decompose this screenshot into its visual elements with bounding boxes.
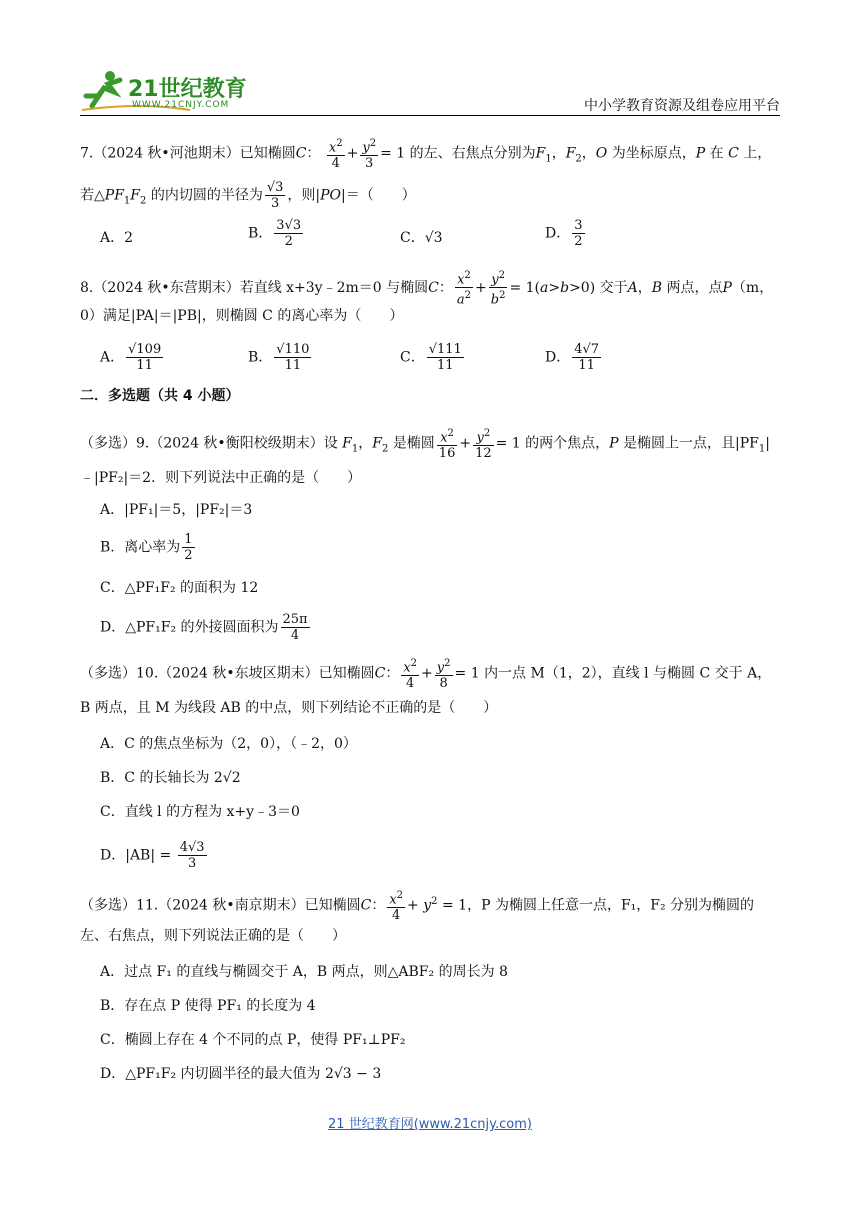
q10-stem-a: （多选）10.（2024 秋•东坡区期末）已知椭圆 — [80, 665, 375, 682]
q11-line2: 左、右焦点，则下列说法正确的是（ ） — [80, 928, 346, 944]
q9-option-d[interactable] — [100, 612, 312, 643]
q7-stem-e: 在 — [709, 145, 724, 162]
q8-stem-b: 交于 — [599, 279, 628, 296]
q7-stem-h: 的内切圆的半径为 — [150, 187, 263, 204]
q7-option-d[interactable]: D． $\frac{3}{2}$ — [545, 218, 583, 249]
q10-stem-b: 内一点 M（1，2），直线 l 与椭圆 C 交于 A， — [484, 665, 772, 682]
q8-option-b-den: 11 — [284, 358, 302, 373]
q7-frac-x: $\frac{x^2}{4}$ — [328, 138, 343, 172]
section-heading: 二．多选题（共 4 小题） — [80, 388, 240, 404]
q7-option-c[interactable]: C．√3 — [400, 230, 443, 246]
q7-stem-a: 7.（2024 秋•河池期末）已知椭圆 — [80, 145, 296, 162]
site-logo — [80, 66, 250, 114]
q8-option-d-den: 11 — [578, 358, 595, 373]
q8-option-a[interactable] — [100, 342, 165, 373]
q11-stem-b: ，P 为椭圆上任意一点，F₁，F₂ 分别为椭圆的 — [467, 897, 755, 914]
q9-stem-d: 是椭圆上一点，且|PF — [623, 435, 759, 452]
q8-option-c[interactable] — [400, 342, 466, 373]
q8-option-b[interactable] — [248, 342, 313, 373]
q7-stem-g: 若△ — [80, 187, 105, 204]
q10-option-a[interactable]: A．C 的焦点坐标为（2，0），（﹣2，0） — [100, 736, 357, 752]
q8-line1: 8.（2024 秋•东营期末）若直线 x+3y﹣2m＝0 与椭圆C： $\frac{x^2}{a^2}$ + $\frac{y^2}{b^2}$ = 1(a>b>0) 交于A，B 两点，点P（m， — [80, 270, 774, 308]
q11-stem-a: （多选）11.（2024 秋•南京期末）已知椭圆 — [80, 897, 361, 914]
q9-line2: ﹣|PF₂|＝2．则下列说法中正确的是（ ） — [80, 470, 362, 486]
q8-option-c-num: √111 — [428, 342, 462, 357]
q9-option-d-den: 4 — [290, 628, 300, 643]
q10-option-d[interactable] — [100, 840, 209, 871]
q8-option-d-label: D． — [545, 349, 571, 366]
q9-option-c[interactable]: C．△PF₁F₂ 的面积为 12 — [100, 580, 259, 596]
logo-text: 21世纪教育 — [128, 77, 247, 102]
q10-line1: （多选）10.（2024 秋•东坡区期末）已知椭圆C： $\frac{x^2}{4}$ + $\frac{y^2}{8}$ = 1 内一点 M（1，2），直线 l 与椭圆 C 交于 A， — [80, 658, 772, 692]
header-divider — [80, 115, 780, 116]
q7-option-b[interactable]: B． $\frac{3√3}{2}$ — [248, 218, 302, 249]
q10-option-d-label: D．|AB| = — [100, 847, 176, 864]
q7-frac-radius: $\frac{√3}{3}$ — [266, 180, 284, 211]
q8-option-b-label: B． — [248, 349, 273, 366]
q9-option-d-num: 25π — [282, 612, 308, 627]
q7-stem-d: 为坐标原点， — [611, 145, 696, 162]
q10-option-d-num: 4√3 — [179, 840, 205, 855]
q11-option-a[interactable]: A．过点 F₁ 的直线与椭圆交于 A，B 两点，则△ABF₂ 的周长为 8 — [100, 964, 508, 980]
q9-option-d-label: D．△PF₁F₂ 的外接圆面积为 — [100, 619, 279, 636]
q8-option-a-den: 11 — [136, 358, 153, 373]
q8-option-d[interactable] — [545, 342, 603, 373]
q11-option-b[interactable]: B．存在点 P 使得 PF₁ 的长度为 4 — [100, 998, 316, 1014]
q9-stem-b: 是椭圆 — [392, 435, 435, 452]
q8-option-a-label: A． — [100, 349, 125, 366]
q7-stem-c: ， — [551, 145, 566, 162]
q11-option-c[interactable]: C．椭圆上存在 4 个不同的点 P，使得 PF₁⊥PF₂ — [100, 1032, 406, 1048]
q8-stem-a: 8.（2024 秋•东营期末）若直线 x+3y﹣2m＝0 与椭圆 — [80, 279, 429, 296]
q10-line2: B 两点，且 M 为线段 AB 的中点，则下列结论不正确的是（ ） — [80, 700, 498, 716]
q8-option-b-num: √110 — [276, 342, 310, 357]
footer-link[interactable]: 21 世纪教育网(www.21cnjy.com) — [328, 1117, 532, 1132]
q9-option-a[interactable]: A．|PF₁|＝5，|PF₂|＝3 — [100, 502, 253, 518]
q11-line1: （多选）11.（2024 秋•南京期末）已知椭圆C： $\frac{x^2}{4}$ + $y^2 = 1$，P 为椭圆上任意一点，F₁，F₂ 分别为椭圆的 — [80, 890, 755, 924]
q7-stem-j: |＝（ ） — [341, 187, 416, 204]
q7-stem-f: 上， — [743, 145, 772, 162]
q8-line2: 0）满足|PA|＝|PB|，则椭圆 C 的离心率为（ ） — [80, 308, 404, 324]
q7-option-b-label: B． — [248, 225, 273, 242]
q9-stem-a: （多选）9.（2024 秋•衡阳校级期末）设 — [80, 435, 338, 452]
q7-line2: 若$\triangle PF_1F_2$ 的内切圆的半径为 $\frac{√3}{3}$ ，则|PO|＝（ ） — [80, 180, 416, 211]
q7-option-d-label: D． — [545, 225, 571, 242]
q7-stem-b: 的左、右焦点分别为 — [409, 145, 536, 162]
q9-line1: （多选）9.（2024 秋•衡阳校级期末）设 $F_1$，$F_2$ 是椭圆 $\frac{x^2}{16}$ + $\frac{y^2}{12}$ = 1 的两个焦点，P 是椭圆上一点，且$|PF_1|$ — [80, 428, 770, 462]
q8-option-c-label: C． — [400, 349, 425, 366]
q7-stem-i: ，则| — [287, 187, 321, 204]
q7-frac-y: $\frac{y^2}{3}$ — [362, 138, 377, 172]
q9-stem-c: 的两个焦点， — [525, 435, 610, 452]
q8-stem-c: 两点，点 — [666, 279, 723, 296]
q7-option-a[interactable]: A．2 — [100, 230, 134, 246]
q10-option-b[interactable]: B．C 的长轴长为 2√2 — [100, 770, 241, 786]
q8-stem-d: （m， — [731, 279, 774, 296]
q9-option-b-label: B．离心率为 — [100, 539, 181, 556]
q11-option-d[interactable]: D．△PF₁F₂ 内切圆半径的最大值为 2√3 − 3 — [100, 1066, 382, 1082]
q8-option-c-den: 11 — [437, 358, 454, 373]
q10-option-c[interactable]: C．直线 l 的方程为 x+y﹣3＝0 — [100, 804, 300, 820]
q7-line1: 7.（2024 秋•河池期末）已知椭圆C： $\frac{x^2}{4}$ + $\frac{y^2}{3}$ = 1 的左、右焦点分别为$F_1$，$F_2$，O 为坐标原点，P 在 C 上， — [80, 138, 772, 172]
q10-option-d-den: 3 — [187, 856, 197, 871]
q8-option-a-num: √109 — [128, 342, 162, 357]
platform-title: 中小学教育资源及组卷应用平台 — [584, 98, 780, 114]
q8-option-d-num: 4√7 — [574, 342, 600, 357]
q9-option-b[interactable]: B．离心率为 $\frac{1}{2}$ — [100, 532, 193, 563]
logo-subtext: WWW.21CNJY.COM — [132, 100, 230, 110]
